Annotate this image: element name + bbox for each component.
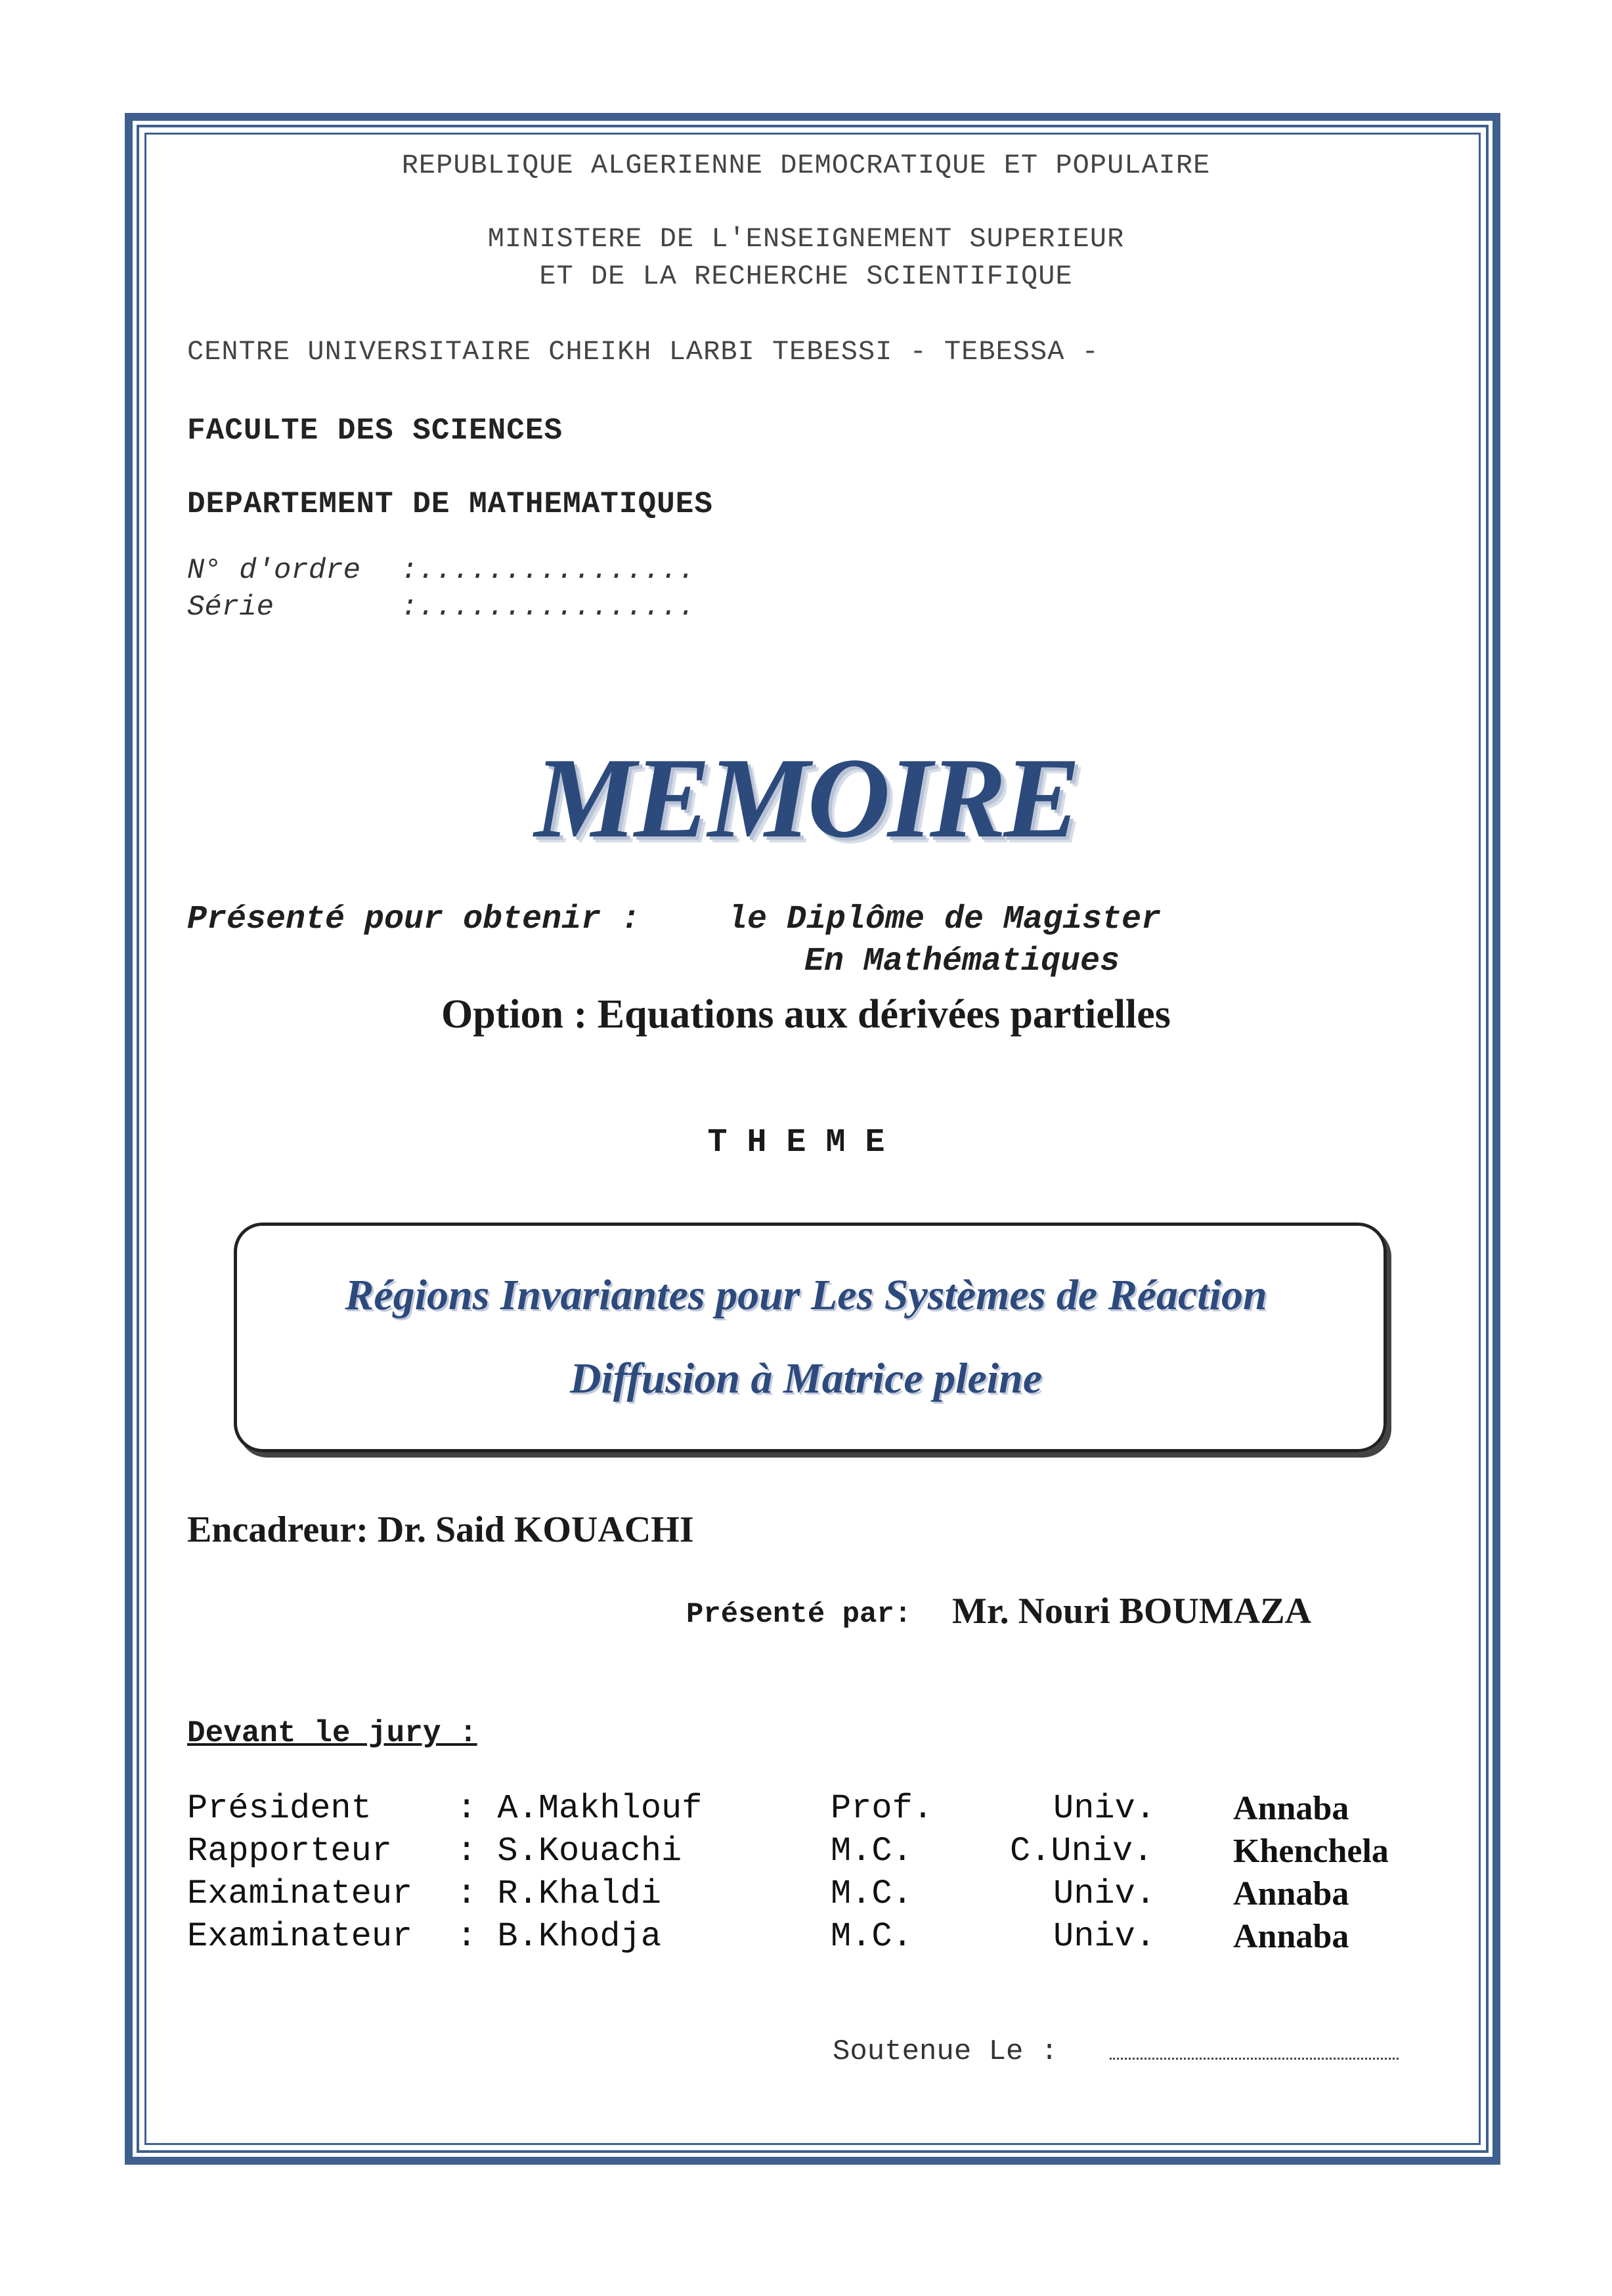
option-line: Option : Equations aux dérivées partielles xyxy=(441,992,1171,1037)
ministry-heading: MINISTERE DE L'ENSEIGNEMENT SUPERIEUR xyxy=(487,223,1125,255)
ministry-heading-2: ET DE LA RECHERCHE SCIENTIFIQUE xyxy=(539,261,1073,292)
university-centre: CENTRE UNIVERSITAIRE CHEIKH LARBI TEBESSI - TEBESSA - xyxy=(187,336,1099,368)
serie-value: :................ xyxy=(401,591,695,624)
faculty-name: FACULTE DES SCIENCES xyxy=(187,414,563,448)
jury-role: Examinateur xyxy=(187,1874,413,1913)
jury-city: Annaba xyxy=(1233,1918,1349,1955)
jury-university: C.Univ. xyxy=(1010,1832,1154,1871)
jury-grade: M.C. xyxy=(831,1832,913,1871)
diploma-name: le Diplôme de Magister xyxy=(728,901,1162,938)
supervisor: Encadreur: Dr. Said KOUACHI xyxy=(187,1509,694,1550)
jury-role: Rapporteur xyxy=(187,1832,393,1871)
jury-grade: Prof. xyxy=(831,1789,934,1828)
jury-city: Annaba xyxy=(1233,1875,1349,1913)
jury-university: Univ. xyxy=(1053,1917,1156,1956)
serie-label: Série xyxy=(187,591,274,624)
jury-grade: M.C. xyxy=(831,1917,913,1956)
defense-date-label: Soutenue Le : xyxy=(833,2035,1058,2068)
jury-member-name: : R.Khaldi xyxy=(456,1874,662,1913)
thesis-title-box xyxy=(234,1223,1387,1452)
presented-by-label: Présenté par: xyxy=(686,1598,912,1631)
jury-role: Examinateur xyxy=(187,1917,413,1956)
department-name: DEPARTEMENT DE MATHEMATIQUES xyxy=(187,487,713,521)
jury-city: Khenchela xyxy=(1233,1832,1389,1870)
jury-university: Univ. xyxy=(1053,1789,1156,1828)
jury-city: Annaba xyxy=(1233,1790,1349,1827)
theme-label: THEME xyxy=(707,1124,905,1161)
jury-member-name: : B.Khodja xyxy=(456,1917,662,1956)
republic-heading: REPUBLIQUE ALGERIENNE DEMOCRATIQUE ET POPULAIRE xyxy=(401,150,1211,181)
jury-role: Président xyxy=(187,1789,372,1828)
thesis-title-line-2: Diffusion à Matrice pleine xyxy=(569,1354,1043,1402)
jury-grade: M.C. xyxy=(831,1874,913,1913)
jury-university: Univ. xyxy=(1053,1874,1156,1913)
jury-member-name: : S.Kouachi xyxy=(456,1832,682,1871)
thesis-title-line-1: Régions Invariantes pour Les Systèmes de Réaction xyxy=(345,1271,1267,1319)
jury-member-name: : A.Makhlouf xyxy=(456,1789,703,1828)
diploma-field: En Mathématiques xyxy=(804,943,1120,980)
order-number-value: :................ xyxy=(401,554,695,587)
presented-for-label: Présenté pour obtenir : xyxy=(187,901,641,938)
jury-heading: Devant le jury : xyxy=(187,1716,477,1750)
author-name: Mr. Nouri BOUMAZA xyxy=(952,1591,1312,1632)
defense-date-blank xyxy=(1110,2058,1399,2060)
document-type-title: MEMOIRE xyxy=(534,734,1078,861)
order-number-label: N° d'ordre xyxy=(187,554,361,587)
